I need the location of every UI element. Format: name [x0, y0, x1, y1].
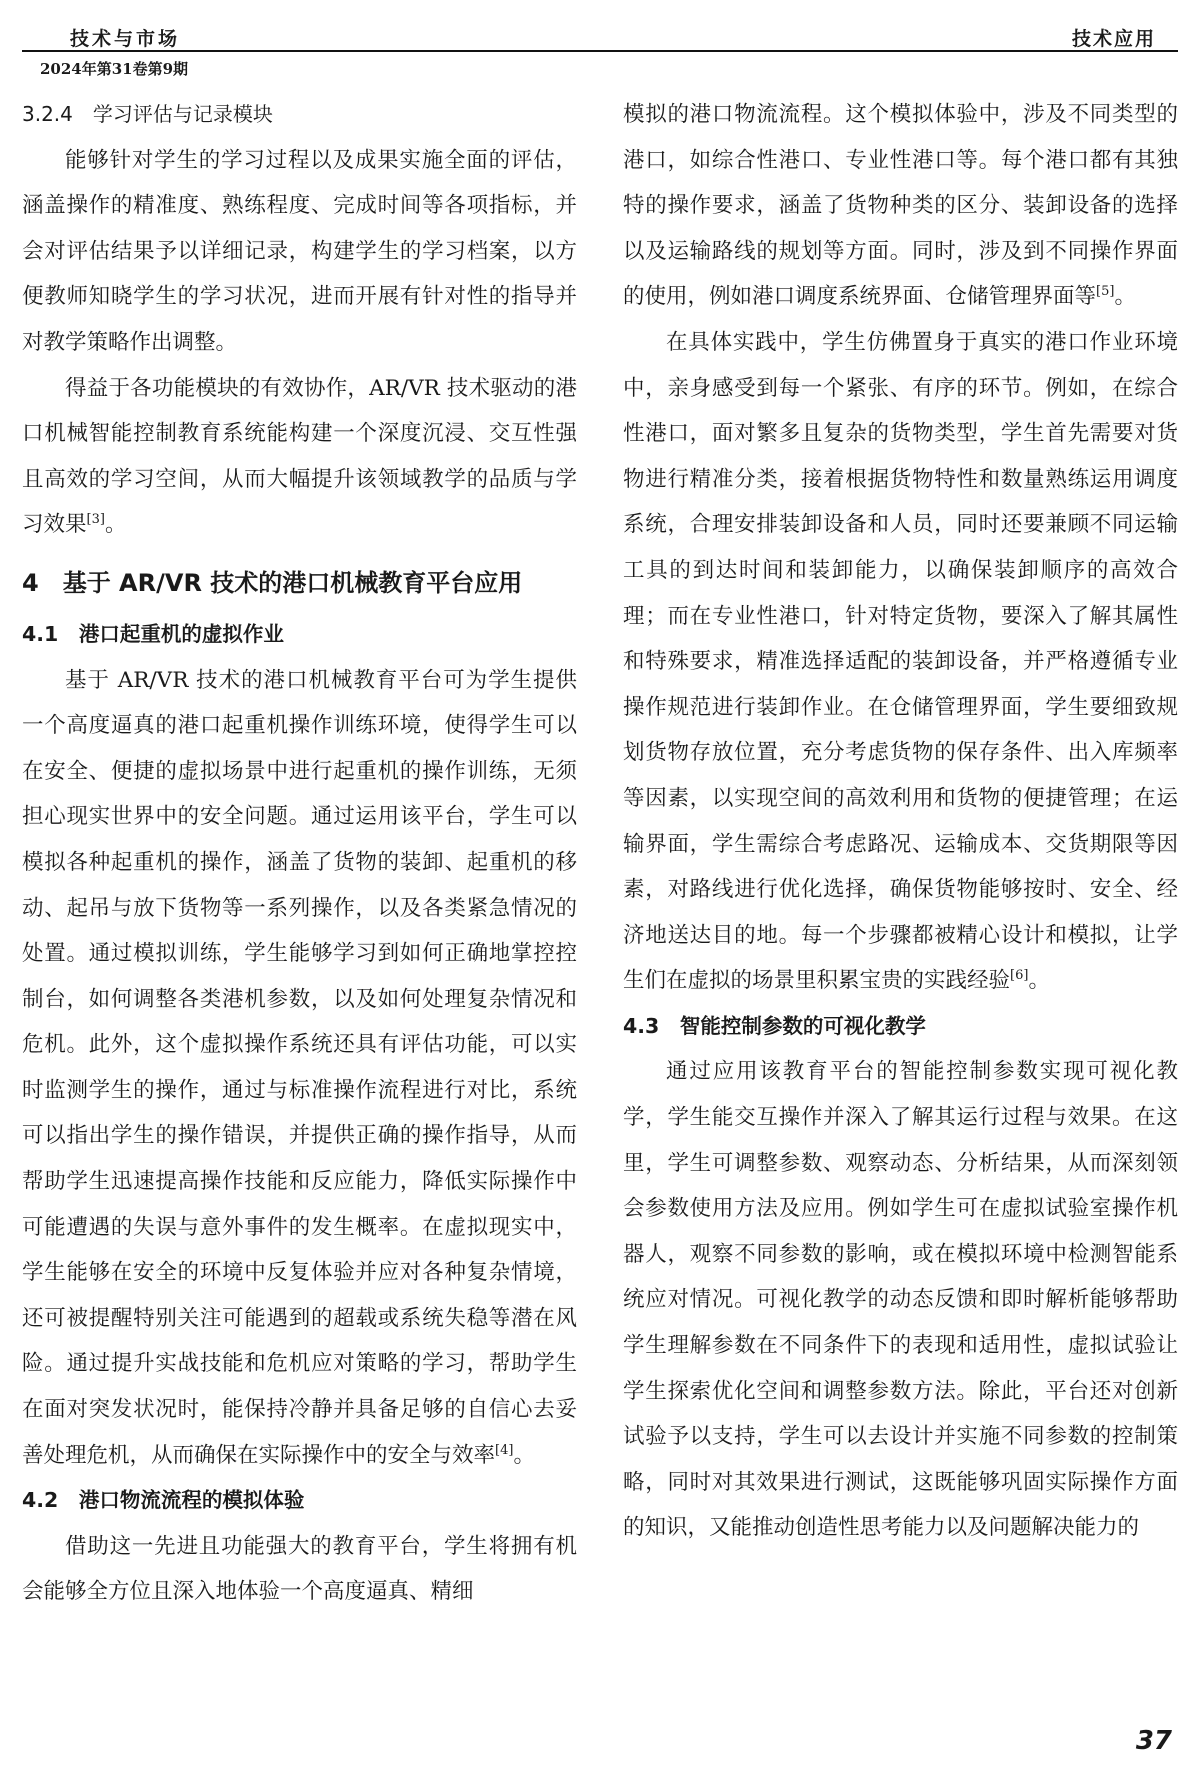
paragraph-text: 得益于各功能模块的有效协作，AR/VR 技术驱动的港口机械智能控制教育系统能构建一个深度沉浸、交互性强且高效的学习空间，从而大幅提升该领域教学的品质与学习效果 — [22, 375, 577, 538]
paragraph-text: 基于 AR/VR 技术的港口机械教育平台可为学生提供一个高度逼真的港口起重机操作训练环境，使得学生可以在安全、便捷的虚拟场景中进行起重机的操作训练，无须担心现实世界中的安全问题。通过运用该平台，学生可以模拟各种起重机的操作，涵盖了货物的装卸、起重机的移动、起吊与放下货物等一系列操作，以及各类紧急情况的处置。通过模拟训练，学生能够学习到如何正确地掌控控制台，如何调整各类港机参数，以及如何处理复杂情况和危机。此外，这个虚拟操作系统还具有评估功能，可以实时监测学生的操作，通过与标准操作流程进行对比，系统可以指出学生的操作错误，并提供正确的操作指导，从而帮助学生迅速提高操作技能和反应能力，降低实际操作中可能遭遇的失误与意外事件的发生概率。在虚拟现实中，学生能够在安全的环境中反复体验并应对各种复杂情境，还可被提醒特别关注可能遇到的超载或系统失稳等潜在风险。通过提升实战技能和危机应对策略的学习，帮助学生在面对突发状况时，能保持冷静并具备足够的自信心去妥善处理危机，从而确保在实际操作中的安全与效率 — [22, 667, 577, 1468]
header-rule — [22, 50, 1178, 52]
heading-4-1: 4.1 港口起重机的虚拟作业 — [22, 621, 284, 646]
heading-4: 4 基于 AR/VR 技术的港口机械教育平台应用 — [22, 568, 523, 597]
right-column — [623, 92, 1178, 1551]
citation: [3] — [86, 512, 105, 528]
paragraph: 得益于各功能模块的有效协作，AR/VR 技术驱动的港口机械智能控制教育系统能构建一个深度沉浸、交互性强且高效的学习空间，从而大幅提升该领域教学的品质与学习效果[3]。 — [22, 375, 577, 538]
heading-4-3: 4.3 智能控制参数的可视化教学 — [623, 1013, 926, 1038]
issue-info: 2024年第31卷第9期 — [40, 60, 189, 78]
paragraph: 模拟的港口物流流程。这个模拟体验中，涉及不同类型的港口，如综合性港口、专业性港口等。每个港口都有其独特的操作要求，涵盖了货物种类的区分、装卸设备的选择以及运输路线的规划等方面。同时，涉及到不同操作界面的使用，例如港口调度系统界面、仓储管理界面等[5]。 — [623, 102, 1178, 310]
heading-4-2: 4.2 港口物流流程的模拟体验 — [22, 1488, 305, 1513]
citation: [4] — [495, 1442, 514, 1458]
paragraph: 通过应用该教育平台的智能控制参数实现可视化教学，学生能交互操作并深入了解其运行过程与效果。在这里，学生可调整参数、观察动态、分析结果，从而深刻领会参数使用方法及应用。例如学生可在虚拟试验室操作机器人，观察不同参数的影响，或在模拟环境中检测智能系统应对情况。可视化教学的动态反馈和即时解析能够帮助学生理解参数在不同条件下的表现和适用性，虚拟试验让学生探索优化空间和调整参数方法。除此，平台还对创新试验予以支持，学生可以去设计并实施不同参数的控制策略，同时对其效果进行测试，这既能够巩固实际操作方面的知识，又能推动创造性思考能力以及问题解决能力的 — [623, 1059, 1178, 1541]
paragraph-text: 模拟的港口物流流程。这个模拟体验中，涉及不同类型的港口，如综合性港口、专业性港口等。每个港口都有其独特的操作要求，涵盖了货物种类的区分、装卸设备的选择以及运输路线的规划等方面。同时，涉及到不同操作界面的使用，例如港口调度系统界面、仓储管理界面等 — [623, 102, 1178, 310]
paragraph: 基于 AR/VR 技术的港口机械教育平台可为学生提供一个高度逼真的港口起重机操作训练环境，使得学生可以在安全、便捷的虚拟场景中进行起重机的操作训练，无须担心现实世界中的安全问题。通过运用该平台，学生可以模拟各种起重机的操作，涵盖了货物的装卸、起重机的移动、起吊与放下货物等一系列操作，以及各类紧急情况的处置。通过模拟训练，学生能够学习到如何正确地掌控控制台，如何调整各类港机参数，以及如何处理复杂情况和危机。此外，这个虚拟操作系统还具有评估功能，可以实时监测学生的操作，通过与标准操作流程进行对比，系统可以指出学生的操作错误，并提供正确的操作指导，从而帮助学生迅速提高操作技能和反应能力，降低实际操作中可能遭遇的失误与意外事件的发生概率。在虚拟现实中，学生能够在安全的环境中反复体验并应对各种复杂情境，还可被提醒特别关注可能遇到的超载或系统失稳等潜在风险。通过提升实战技能和危机应对策略的学习，帮助学生在面对突发状况时，能保持冷静并具备足够的自信心去妥善处理危机，从而确保在实际操作中的安全与效率[4]。 — [22, 667, 577, 1468]
section-label: 技术应用 — [1071, 28, 1156, 50]
citation: [6] — [1010, 968, 1029, 984]
paragraph: 能够针对学生的学习过程以及成果实施全面的评估，涵盖操作的精准度、熟练程度、完成时间等各项指标，并会对评估结果予以详细记录，构建学生的学习档案，以方便教师知晓学生的学习状况，进而开展有针对性的指导并对教学策略作出调整。 — [22, 147, 577, 355]
journal-name: 技术与市场 — [70, 28, 181, 50]
page-number: 37 — [1135, 1726, 1172, 1756]
paragraph-text: 在具体实践中，学生仿佛置身于真实的港口作业环境中，亲身感受到每一个紧张、有序的环节。例如，在综合性港口，面对繁多且复杂的货物类型，学生首先需要对货物进行精准分类，接着根据货物特性和数量熟练运用调度系统，合理安排装卸设备和人员，同时还要兼顾不同运输工具的到达时间和装卸能力，以确保装卸顺序的高效合理；而在专业性港口，针对特定货物，要深入了解其属性和特殊要求，精准选择适配的装卸设备，并严格遵循专业操作规范进行装卸作业。在仓储管理界面，学生要细致规划货物存放位置，充分考虑货物的保存条件、出入库频率等因素，以实现空间的高效利用和货物的便捷管理；在运输界面，学生需综合考虑路况、运输成本、交货期限等因素，对路线进行优化选择，确保货物能够按时、安全、经济地送达目的地。每一个步骤都被精心设计和模拟，让学生们在虚拟的场景里积累宝贵的实践经验 — [623, 329, 1178, 994]
citation: [5] — [1096, 284, 1115, 300]
paragraph: 在具体实践中，学生仿佛置身于真实的港口作业环境中，亲身感受到每一个紧张、有序的环节。例如，在综合性港口，面对繁多且复杂的货物类型，学生首先需要对货物进行精准分类，接着根据货物特性和数量熟练运用调度系统，合理安排装卸设备和人员，同时还要兼顾不同运输工具的到达时间和装卸能力，以确保装卸顺序的高效合理；而在专业性港口，针对特定货物，要深入了解其属性和特殊要求，精准选择适配的装卸设备，并严格遵循专业操作规范进行装卸作业。在仓储管理界面，学生要细致规划货物存放位置，充分考虑货物的保存条件、出入库频率等因素，以实现空间的高效利用和货物的便捷管理；在运输界面，学生需综合考虑路况、运输成本、交货期限等因素，对路线进行优化选择，确保货物能够按时、安全、经济地送达目的地。每一个步骤都被精心设计和模拟，让学生们在虚拟的场景里积累宝贵的实践经验[6]。 — [623, 329, 1178, 994]
heading-3-2-4: 3.2.4 学习评估与记录模块 — [22, 102, 273, 126]
paragraph: 借助这一先进且功能强大的教育平台，学生将拥有机会能够全方位且深入地体验一个高度逼真、精细 — [22, 1533, 577, 1605]
left-column — [22, 92, 577, 1615]
